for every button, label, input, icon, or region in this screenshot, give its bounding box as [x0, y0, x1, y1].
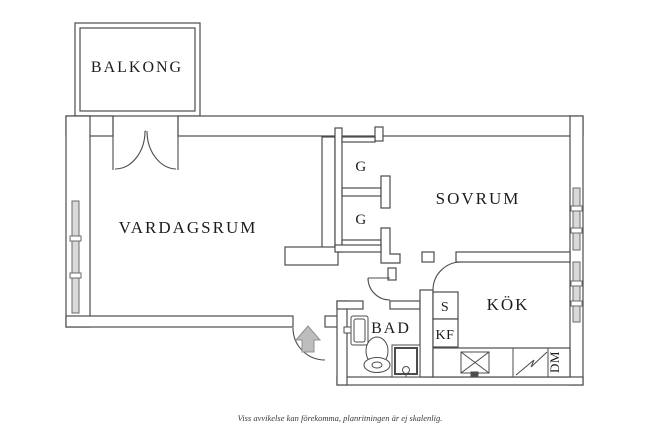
bedroom-label: SOVRUM	[435, 189, 521, 208]
toilet-icon	[364, 337, 390, 373]
disclaimer-text: Viss avvikelse kan förekomma, planritningen är ej skalenlig.	[237, 413, 443, 423]
dishwasher-label: DM	[547, 351, 562, 373]
living-room-window	[70, 201, 81, 313]
living-room-label: VARDAGSRUM	[118, 218, 258, 237]
balcony-door	[113, 116, 178, 170]
kitchen-door	[433, 262, 461, 290]
bedroom-window	[571, 188, 582, 250]
balcony-label: BALKONG	[90, 59, 184, 76]
wardrobe-top-label: G	[355, 159, 367, 175]
wardrobe-bottom-label: G	[355, 212, 367, 228]
cleaning-cabinet-label: S	[440, 300, 450, 315]
sink-icon	[344, 316, 368, 345]
stove-icon	[461, 352, 489, 377]
shower-icon	[392, 345, 420, 377]
bathroom-door	[368, 278, 390, 300]
kitchen-window	[571, 262, 582, 322]
fridge-freezer-label: KF	[435, 328, 455, 343]
bathroom-label: BAD	[371, 320, 411, 337]
kitchen-label: KÖK	[486, 295, 530, 314]
